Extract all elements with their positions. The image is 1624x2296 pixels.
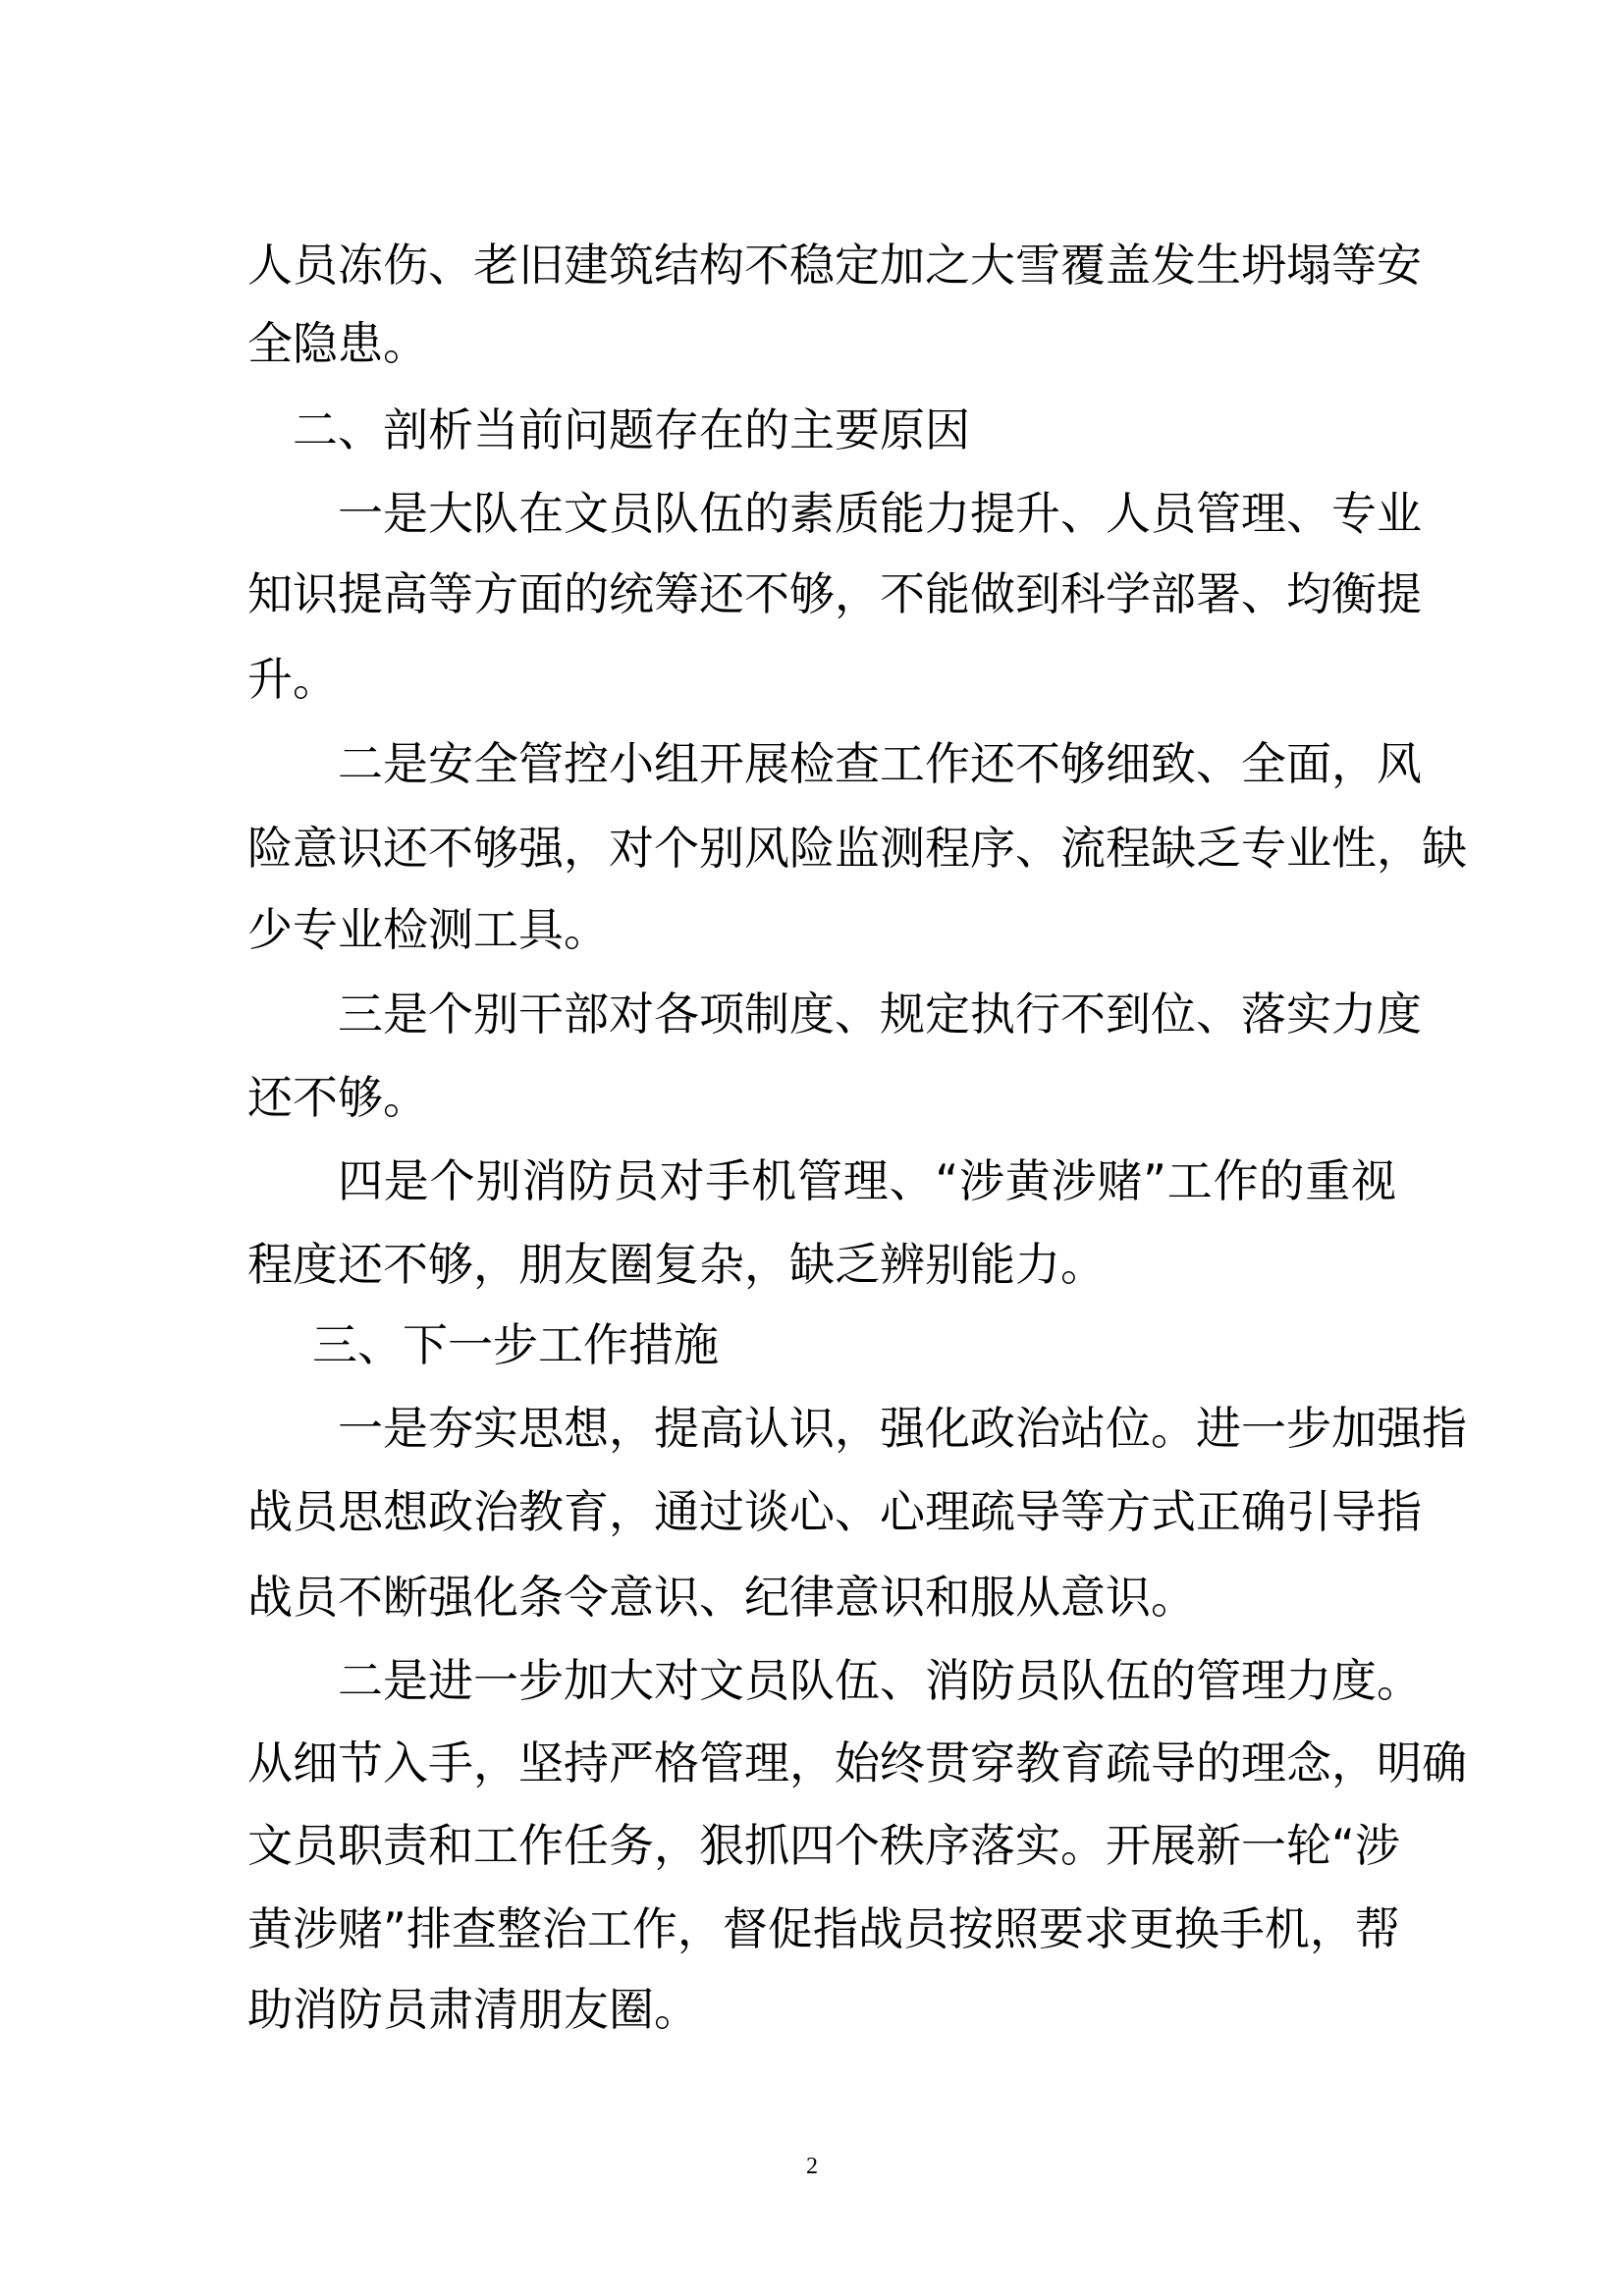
text-line: 一是大队在文员队伍的素质能力提升、人员管理、专业	[338, 487, 1422, 540]
text-line: 黄涉赌”排查整治工作，督促指战员按照要求更换手机，帮	[247, 1902, 1400, 1955]
text-line: 三是个别干部对各项制度、规定执行不到位、落实力度	[338, 988, 1422, 1041]
text-line: 二是安全管控小组开展检查工作还不够细致、全面，风	[338, 737, 1422, 790]
section-heading: 三、下一步工作措施	[312, 1318, 719, 1371]
text-line: 从细节入手，坚持严格管理，始终贯穿教育疏导的理念，明确	[247, 1736, 1467, 1789]
text-line: 险意识还不够强，对个别风险监测程序、流程缺乏专业性，缺	[247, 822, 1467, 875]
text-line: 二是进一步加大对文员队伍、消防员队伍的管理力度。	[338, 1654, 1422, 1707]
text-line: 助消防员肃清朋友圈。	[247, 1983, 699, 2036]
text-line: 战员不断强化条令意识、纪律意识和服从意识。	[247, 1571, 1196, 1624]
page-number: 2	[806, 2154, 818, 2179]
text-line: 全隐患。	[247, 317, 428, 370]
text-line: 四是个别消防员对手机管理、“涉黄涉赌”工作的重视	[338, 1154, 1396, 1207]
text-line: 人员冻伤、老旧建筑结构不稳定加之大雪覆盖发生坍塌等安	[247, 239, 1422, 292]
text-line: 升。	[247, 653, 338, 706]
text-line: 少专业检测工具。	[247, 903, 609, 956]
section-heading: 二、剖析当前问题存在的主要原因	[293, 403, 970, 456]
text-line: 程度还不够，朋友圈复杂，缺乏辨别能力。	[247, 1238, 1106, 1291]
text-line: 知识提高等方面的统筹还不够，不能做到科学部署、均衡提	[247, 567, 1422, 620]
text-line: 一是夯实思想，提高认识，强化政治站位。进一步加强指	[338, 1402, 1467, 1455]
text-line: 文员职责和工作任务，狠抓四个秩序落实。开展新一轮“涉	[247, 1819, 1400, 1872]
text-line: 还不够。	[247, 1071, 428, 1124]
text-line: 战员思想政治教育，通过谈心、心理疏导等方式正确引导指	[247, 1485, 1422, 1538]
